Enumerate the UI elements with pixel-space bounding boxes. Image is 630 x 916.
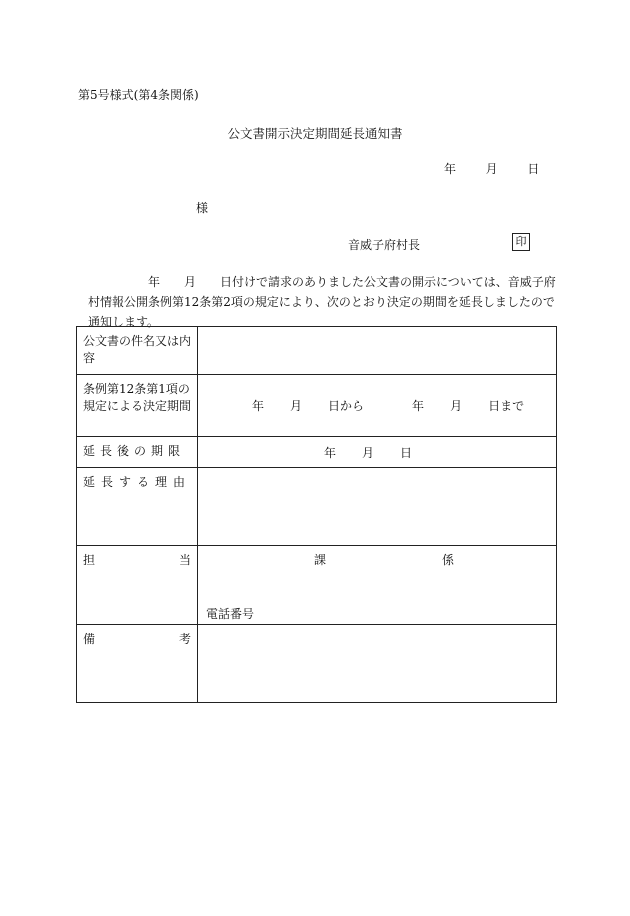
value-contact[interactable]: [198, 546, 557, 625]
seal-mark: 印: [512, 233, 530, 251]
contact-section: 課: [314, 553, 327, 567]
label-contact-left: 担: [83, 553, 96, 567]
table-row: [77, 437, 557, 468]
body-year: 年: [148, 275, 161, 289]
body-text: 日付けで請求のありました公文書の開示については、音威子府村情報公開条例第12条第2項の規定により、次のとおり決定の期間を延長しましたので通知します。: [88, 275, 556, 329]
date-year: 年: [444, 162, 457, 176]
label-subject: 公文書の件名又は内容: [77, 327, 198, 375]
deadline-year: 年: [324, 445, 337, 460]
sender-name: 音威子府村長: [348, 238, 421, 252]
value-decision-period[interactable]: [198, 375, 557, 437]
date-day: 日: [527, 162, 540, 176]
table-row: [77, 327, 557, 375]
table-row: [77, 546, 557, 625]
table-row: [77, 625, 557, 703]
issue-date: [444, 160, 539, 177]
value-subject[interactable]: [198, 327, 557, 375]
contact-unit: 係: [442, 553, 455, 567]
table-row: [77, 375, 557, 437]
deadline-month: 月: [362, 445, 375, 460]
period-day-2: 日まで: [488, 399, 525, 413]
deadline-day: 日: [400, 445, 413, 460]
value-new-deadline[interactable]: [198, 437, 557, 468]
period-month-1: 月: [290, 399, 303, 413]
label-new-deadline: 延長後の期限: [77, 437, 198, 468]
period-year-2: 年: [412, 399, 425, 413]
value-reason[interactable]: [198, 468, 557, 546]
body-month: 月: [184, 275, 197, 289]
label-decision-period: 条例第12条第1項の規定による決定期間: [77, 375, 198, 437]
date-month: 月: [485, 162, 498, 176]
period-day-1: 日から: [328, 399, 365, 413]
label-remarks: [77, 625, 198, 703]
label-contact-right: 当: [178, 553, 191, 567]
label-remarks-left: 備: [83, 632, 96, 646]
addressee-suffix: 様: [196, 201, 209, 215]
period-year-1: 年: [252, 399, 265, 413]
form-number: 第5号様式(第4条関係): [78, 88, 199, 102]
label-contact: [77, 546, 198, 625]
extension-form-table: [76, 326, 557, 703]
period-month-2: 月: [450, 399, 463, 413]
label-reason: 延長する理由: [77, 468, 198, 546]
document-title: 公文書開示決定期間延長通知書: [227, 126, 403, 141]
contact-phone-label: 電話番号: [206, 607, 255, 621]
label-remarks-right: 考: [178, 632, 191, 646]
value-remarks[interactable]: [198, 625, 557, 703]
notice-body: [88, 272, 558, 332]
table-row: [77, 468, 557, 546]
